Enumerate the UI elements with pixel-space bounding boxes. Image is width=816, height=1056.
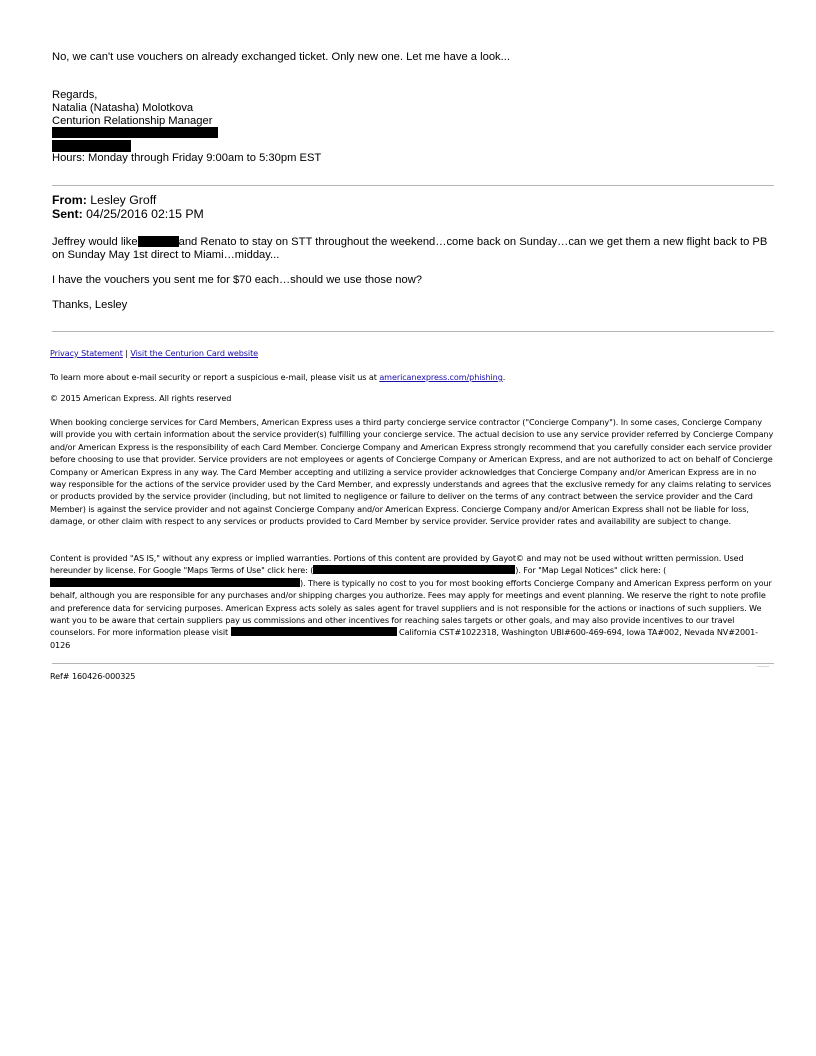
original-signoff: Thanks, Lesley	[52, 299, 128, 311]
signature-title: Centurion Relationship Manager	[52, 115, 213, 127]
content-disclaimer: Content is provided "AS IS," without any express or implied warranties. Portions of this content are provided by Gayot© and may not be used without written permission. Used hereunder by license. For Google "Maps Terms of Use" click here: ( ). For "Map Legal Notices" click here: (). There is typically no cost to you for most booking efforts Concierge Company and American Express perform on your behalf, although you are responsible for any purchases and/or shipping charges you authorize. Fees may apply for meetings and event planning. We reserve the right to note profile and preference data for servicing purposes. American Express acts solely as sales agent for travel suppliers and is not responsible for the actions or inactions of such suppliers. We want you to be aware that certain suppliers pay us commissions and other incentives for reaching sales targets or other goals, and may also provide incentives to our travel counselors. For more information please visit California CST#1022318, Washington UBI#600-469-694, Iowa TA#002, Nevada NV#2001-0126	[50, 553, 772, 650]
divider	[52, 663, 774, 664]
original-body-question: I have the vouchers you sent me for $70 each…should we use those now?	[52, 274, 423, 286]
divider	[52, 331, 774, 332]
redaction-bar	[231, 627, 397, 636]
redaction-bar	[50, 578, 300, 587]
redaction-bar	[52, 140, 131, 152]
message-header	[52, 193, 204, 221]
phishing-link[interactable]: americanexpress.com/phishing	[379, 372, 503, 382]
link-separator: |	[125, 348, 128, 358]
copyright: © 2015 American Express. All rights reserved	[50, 393, 232, 403]
sent-value: 04/25/2016 02:15 PM	[86, 207, 204, 221]
signature-hours: Hours: Monday through Friday 9:00am to 5:30pm EST	[52, 152, 322, 164]
divider-tick	[757, 666, 769, 667]
body-text: Jeffrey would like	[52, 236, 138, 248]
security-notice: To learn more about e-mail security or report a suspicious e-mail, please visit us at americanexpress.com/phishing.	[50, 372, 506, 382]
centurion-card-link[interactable]: Visit the Centurion Card website	[130, 348, 259, 358]
from-row	[52, 193, 204, 207]
body-text: and Renato to stay on STT throughout the weekend…come back on Sunday…can we get them a new flight back to PB on Sunday May 1st direct to Miami…midday...	[52, 236, 768, 261]
sent-label: Sent:	[52, 207, 83, 221]
sent-row	[52, 207, 204, 221]
redaction-bar	[313, 565, 515, 574]
reply-line: No, we can't use vouchers on already exchanged ticket. Only new one. Let me have a look...	[52, 51, 510, 63]
signature-regards: Regards,	[52, 89, 98, 101]
from-value: Lesley Groff	[90, 193, 157, 207]
redaction-bar	[52, 127, 218, 138]
concierge-disclaimer: When booking concierge services for Card Members, American Express uses a third party concierge service contractor ("Concierge Company"). In some cases, Concierge Company will provide you with certain information about the service provider(s) fulfilling your concierge service. The actual decision to use any service provider referred by Concierge Company and/or American Express is the responsibility of each Card Member. Concierge Company and American Express strongly recommend that you carefully consider each service provider before choosing to use that provider. Service providers are not employees or agents of Concierge Company or American Express, and are not authorized to act on behalf of Concierge Company or American Express in any way. The Card Member accepting and utilizing a service provider acknowledges that Concierge Company and/or American Express are in no way responsible for the actions of the service provider used by the Card Member, and expressly understands and agrees that the exclusive remedy for any claims relating to services or products provided by the service provider (including, but not limited to negligence or failure to deliver on the terms of any contract between the service provider and the Card Member) is against the service provider and not against Concierge Company and/or American Express. Concierge Company and/or American Express shall not be liable for loss, damage, or other claim with respect to any services or products provided to Card Member by service provider. Service provider rates and availability are subject to change.	[50, 417, 774, 527]
original-body-paragraph	[52, 236, 778, 262]
security-text: To learn more about e-mail security or report a suspicious e-mail, please visit us at	[50, 372, 377, 382]
divider	[52, 185, 774, 186]
privacy-statement-link[interactable]: Privacy Statement	[50, 348, 123, 358]
signature-name: Natalia (Natasha) Molotkova	[52, 102, 194, 114]
reference-number: Ref# 160426-000325	[50, 671, 136, 681]
signature-block	[52, 89, 212, 128]
footer-links	[50, 347, 258, 359]
from-label: From:	[52, 193, 87, 207]
redaction-bar	[138, 236, 179, 247]
